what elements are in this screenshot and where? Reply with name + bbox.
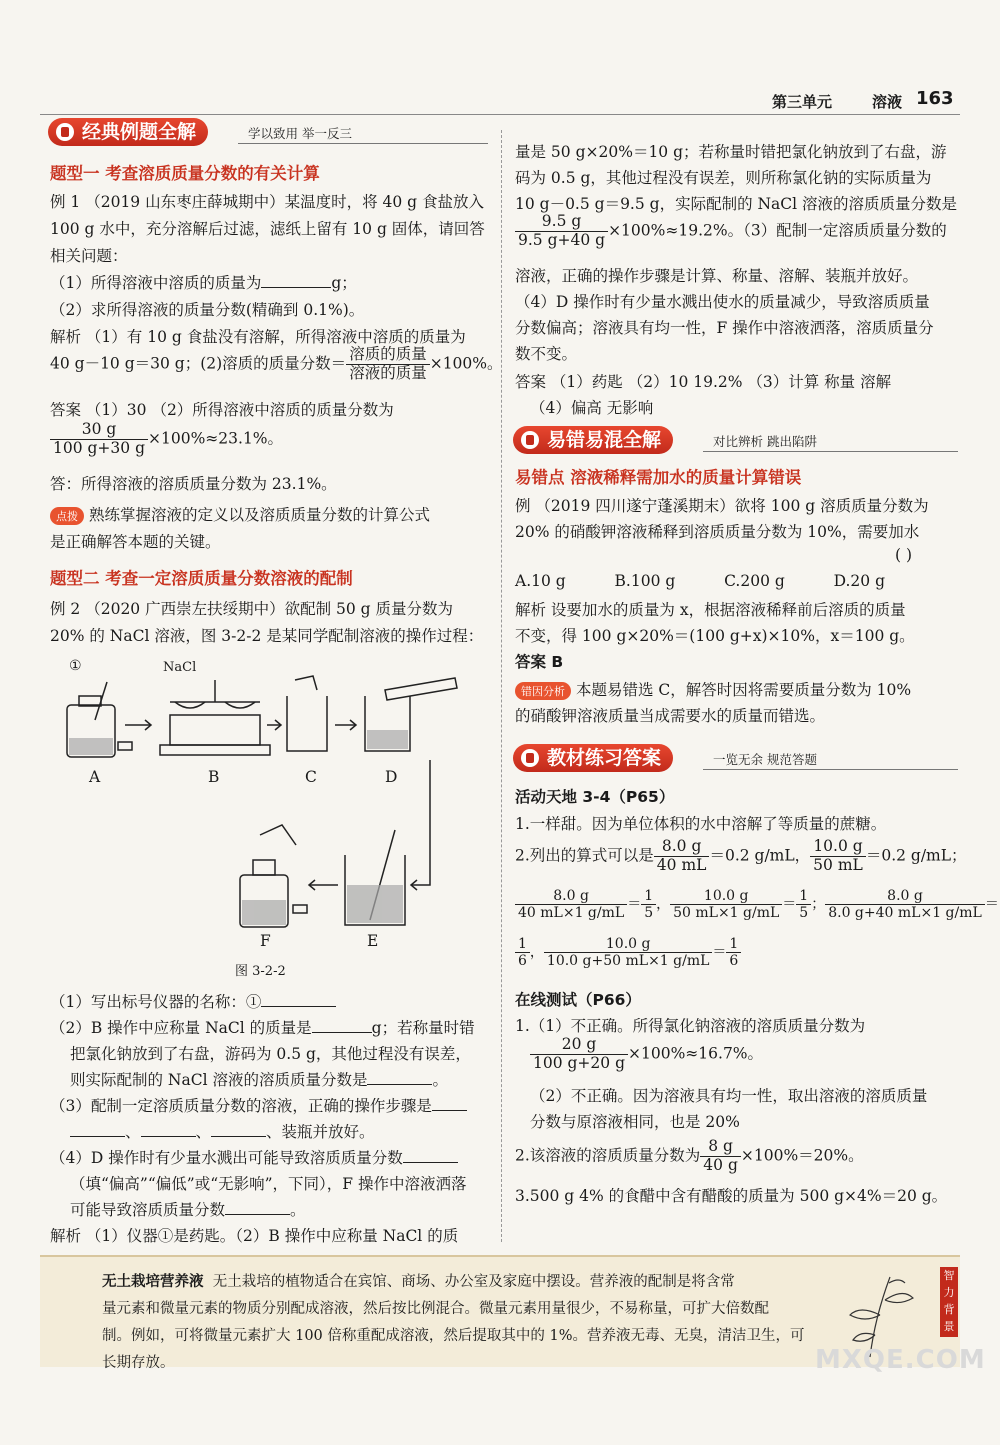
type-two-heading: 题型二 考查一定溶质质量分数溶液的配制 [50, 569, 353, 588]
error-cause1: 错因分析 本题易错选 C，解答时因将需要质量分数为 10% [515, 678, 911, 700]
fig-label-c: C [305, 768, 317, 786]
right-line4: $\frac{9.5 g}{9.5 g+40 g}$ ×100%≈19.2%。（3）配制一定溶质质量分数的 [515, 213, 947, 250]
example2-line1: 例 2 （2020 广西崇左扶绥期中）欲配制 50 g 质量分数为 [50, 600, 454, 618]
error-analysis1: 解析 设要加水的质量为 x，根据溶液稀释前后溶质的质量 [515, 601, 906, 619]
fig-label-a: A [89, 768, 101, 786]
section-label: 溶液 [872, 93, 903, 111]
banner-title: 教材练习答案 [513, 744, 673, 772]
right-line6: （4）D 操作时有少量水溅出使水的质量减少，导致溶质质量 [515, 293, 930, 311]
option-d: D.20 g [833, 572, 885, 590]
banner-tag: 对比辨析 跳出陷阱 [713, 434, 817, 449]
online-test-heading: 在线测试（P66） [515, 991, 641, 1009]
footer-text: 无土栽培营养液 无土栽培的植物适合在宾馆、商场、办公室及家庭中摆设。营养液的配制是将含常 量元素和微量元素的物质分别配成溶液，然后按比例混合。微量元素用量很少，不易称量，可扩大倍数配 制。例如，可将微量元素扩大 100 倍称重配成溶液，然后提取其中的 1%。营养液无毒、无臭，清洁卫生，可 长期存放。 [102, 1274, 805, 1371]
right-line1: 量是 50 g×20%＝10 g；若称量时错把氯化钠放到了右盘，游 [515, 143, 947, 161]
activity-p3: $\frac{8.0 g}{40 mL\times 1 g/mL}$ ＝ $\frac{1}{5}$ ， $\frac{10.0 g}{50 mL\times 1 g/mL}$ ＝ $\frac{1}{5}$ ； $\frac{8.0 g}{8.0 g+40 mL\times 1 g/mL}$ ＝ [515, 888, 999, 921]
unit-label: 第三单元 [772, 93, 833, 111]
cause-badge: 错因分析 [515, 682, 571, 700]
tip-badge: 点拨 [50, 507, 84, 525]
error-line1: 例 （2019 四川遂宁蓬溪期末）欲将 100 g 溶质质量分数为 [515, 497, 929, 515]
example1-q1: （1）所得溶液中溶质的质量为 g； [50, 274, 357, 292]
banner-rule [703, 451, 958, 452]
banner-rule [703, 769, 958, 770]
online-q1-formula: $\frac{20 g}{100 g+20 g}$ ×100%≈16.7%。 [530, 1036, 763, 1073]
option-a: A.10 g [515, 572, 566, 590]
page-number: 163 [916, 88, 954, 109]
type-one-heading: 题型一 考查溶质质量分数的有关计算 [50, 164, 320, 183]
speaker-icon [521, 749, 539, 767]
error-options [515, 572, 955, 590]
example2-q2a: （2）B 操作中应称量 NaCl 的质量是 g；若称量时错 [50, 1019, 475, 1037]
right-line8: 数不变。 [515, 345, 578, 363]
example2-q3a: （3）配制一定溶质质量分数的溶液，正确的操作步骤是 [50, 1094, 467, 1116]
example2-q4b: （填“偏高”“偏低”或“无影响”，下同），F 操作中溶液洒落 [70, 1175, 467, 1193]
right-line3: 10 g－0.5 g＝9.5 g，实际配制的 NaCl 溶液的溶质质量分数是 [515, 195, 958, 213]
column-divider [501, 130, 502, 1242]
error-analysis2: 不变，得 100 g×20%＝(100 g+x)×10%，x＝100 g。 [515, 627, 915, 645]
header-rule [40, 114, 960, 115]
example2-q3b: 、 、 、装瓶并放好。 [70, 1120, 375, 1142]
figure-caption: 图 3-2-2 [235, 964, 286, 979]
example1-q2: （2）求所得溶液的质量分数(精确到 0.1%)。 [50, 301, 365, 319]
fig-label-e: E [367, 932, 379, 950]
example1-analysis2: 40 g－10 g＝30 g；(2)溶质的质量分数＝ $\frac{\text{溶质的质量}}{\text{溶液的质量}}$ ×100%。 [50, 345, 503, 382]
fig-mark-1: ① [69, 658, 82, 674]
speaker-icon [521, 431, 539, 449]
error-heading: 易错点 溶液稀释需加水的质量计算错误 [515, 468, 802, 487]
fig-label-b: B [208, 768, 220, 786]
online-q3: 分数与原溶液相同，也是 20% [530, 1113, 740, 1131]
online-q2: （2）不正确。因为溶液具有均一性，取出溶液的溶质质量 [530, 1087, 928, 1105]
tip-line2: 是正确解答本题的关键。 [50, 533, 221, 551]
activity-p4: $\frac{1}{6}$ ， $\frac{10.0 g}{10.0 g+50 mL\times 1 g/mL}$ ＝ $\frac{1}{6}$ [515, 936, 741, 969]
error-line2: 20% 的硝酸钾溶液稀释到溶质质量分数为 10%，需要加水 [515, 523, 920, 541]
example2-q2c: 把氯化钠放到了右盘，游码为 0.5 g，其他过程没有误差， [70, 1045, 471, 1063]
example1-answer3: 答：所得溶液的溶质质量分数为 23.1%。 [50, 475, 337, 493]
fig-label-d: D [385, 768, 398, 786]
figure-3-2-2 [55, 660, 475, 990]
page-header [700, 88, 960, 114]
example1-answer2: $\frac{30 g}{100 g+30 g}$ ×100%≈23.1%。 [50, 421, 283, 458]
fig-nacl-label: NaCl [163, 660, 197, 675]
banner-title: 经典例题全解 [48, 118, 208, 146]
right-line2: 码为 0.5 g，其他过程没有误差，则所称氯化钠的实际质量为 [515, 169, 932, 187]
example2-q4a: （4）D 操作时有少量水溅出可能导致溶质质量分数 [50, 1146, 458, 1168]
banner-tag: 学以致用 举一反三 [248, 126, 352, 141]
right-answer1: 答案 （1）药匙 （2）10 19.2% （3）计算 称量 溶解 [515, 373, 892, 391]
footer-title: 无土栽培营养液 [102, 1274, 204, 1290]
example2-line2: 20% 的 NaCl 溶液，图 3-2-2 是某同学配制溶液的操作过程： [50, 627, 484, 645]
example1-line2: 100 g 水中，充分溶解后过滤，滤纸上留有 10 g 固体，请回答 [50, 220, 485, 238]
banner-title: 易错易混全解 [513, 426, 673, 454]
banner-classic-examples [48, 118, 488, 148]
online-q4: 2.该溶液的溶质质量分数为 $\frac{8 g}{40 g}$ ×100%＝20%。 [515, 1137, 864, 1174]
online-q1: 1.（1）不正确。所得氯化钠溶液的溶质质量分数为 [515, 1017, 866, 1035]
example2-q1: （1）写出标号仪器的名称：① [50, 990, 336, 1012]
activity-heading: 活动天地 3-4（P65） [515, 788, 675, 806]
fig-label-f: F [260, 932, 271, 950]
banner-tag: 一览无余 规范答题 [713, 752, 817, 767]
example2-q2d: 则实际配制的 NaCl 溶液的溶质质量分数是 。 [70, 1071, 448, 1089]
example1-answer1: 答案 （1）30 （2）所得溶液中溶质的质量分数为 [50, 401, 394, 419]
option-b: B.100 g [614, 572, 676, 590]
banner-errors [513, 426, 958, 456]
right-line5: 溶液，正确的操作步骤是计算、称量、溶解、装瓶并放好。 [515, 267, 919, 285]
example2-analysis1: 解析 （1）仪器①是药匙。（2）B 操作中应称量 NaCl 的质 [50, 1227, 459, 1245]
tip-line1: 点拨 熟练掌握溶液的定义以及溶质质量分数的计算公式 [50, 503, 430, 525]
answer-paren: ( ) [895, 546, 913, 564]
side-label: 智力背景 [940, 1267, 958, 1337]
right-line7: 分数偏高；溶液具有均一性，F 操作中溶液洒落，溶质质量分 [515, 319, 934, 337]
banner-rule [238, 143, 488, 144]
right-answer2: （4）偏高 无影响 [530, 399, 654, 417]
activity-p1: 1.一样甜。因为单位体积的水中溶解了等质量的蔗糖。 [515, 815, 887, 833]
example1-analysis1: 解析 （1）有 10 g 食盐没有溶解，所得溶液中溶质的质量为 [50, 328, 466, 346]
activity-p2: 2.列出的算式可以是 $\frac{8.0 g}{40 mL}$ ＝0.2 g/mL， $\frac{10.0 g}{50 mL}$ ＝0.2 g/mL； [515, 837, 967, 874]
speaker-icon [56, 123, 74, 141]
error-answer: 答案 B [515, 653, 564, 671]
banner-textbook [513, 744, 958, 774]
error-cause2: 的硝酸钾溶液质量当成需要水的质量而错选。 [515, 707, 826, 725]
online-q5: 3.500 g 4% 的食醋中含有醋酸的质量为 500 g×4%＝20 g。 [515, 1187, 948, 1205]
example2-q4c: 可能导致溶质质量分数 。 [70, 1201, 306, 1219]
example1-line3: 相关问题： [50, 247, 128, 265]
option-c: C.200 g [724, 572, 785, 590]
watermark: MXQE.COM [815, 1345, 986, 1375]
example1-line1: 例 1 （2019 山东枣庄薛城期中）某温度时，将 40 g 食盐放入 [50, 193, 485, 211]
